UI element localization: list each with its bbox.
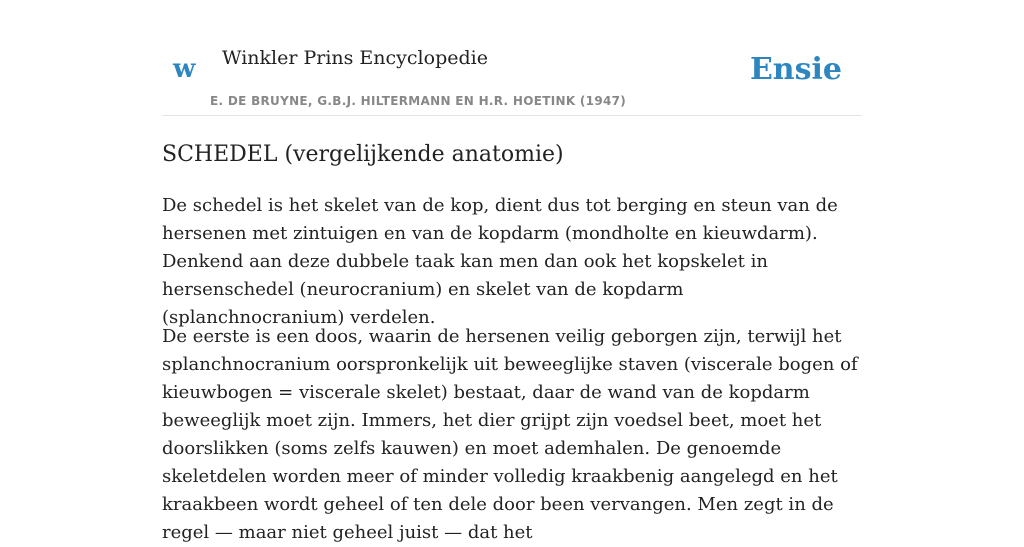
article-title: SCHEDEL (vergelijkende anatomie) (162, 142, 564, 167)
brand-logo[interactable]: Ensie (749, 52, 842, 87)
page (162, 0, 862, 543)
article-paragraph-2: De eerste is een doos, waarin de hersenen veilig geborgen zijn, terwijl het splanchnocranium oorspronkelijk uit beweeglijke staven (viscerale bogen of kieuwbogen = viscerale skelet) bestaat, daar de wand van de kopdarm beweeglijk moet zijn. Immers, het dier grijpt zijn voedsel beet, moet het doorslikken (soms zelfs kauwen) en moet ademhalen. De genoemde skeletdelen worden meer of minder volledig kraakbenig aangelegd en het kraakbeen wordt geheel of ten dele door been vervangen. Men zegt in de regel — maar niet geheel juist — dat het (162, 326, 858, 543)
authors-line: E. DE BRUYNE, G.B.J. HILTERMANN EN H.R. HOETINK (1947) (210, 94, 627, 108)
site-logo-icon[interactable]: w (173, 54, 196, 84)
article-paragraph-1: De schedel is het skelet van de kop, dient dus tot berging en steun van de hersenen met zintuigen en van de kopdarm (mondholte en kieuwdarm). Denkend aan deze dubbele taak kan men dan ook het kopskelet in hersenschedel (neurocranium) en skelet van de kopdarm (splanchnocranium) verdelen. (162, 195, 838, 328)
site-title[interactable]: Winkler Prins Encyclopedie (222, 47, 488, 69)
site-header (162, 0, 862, 116)
